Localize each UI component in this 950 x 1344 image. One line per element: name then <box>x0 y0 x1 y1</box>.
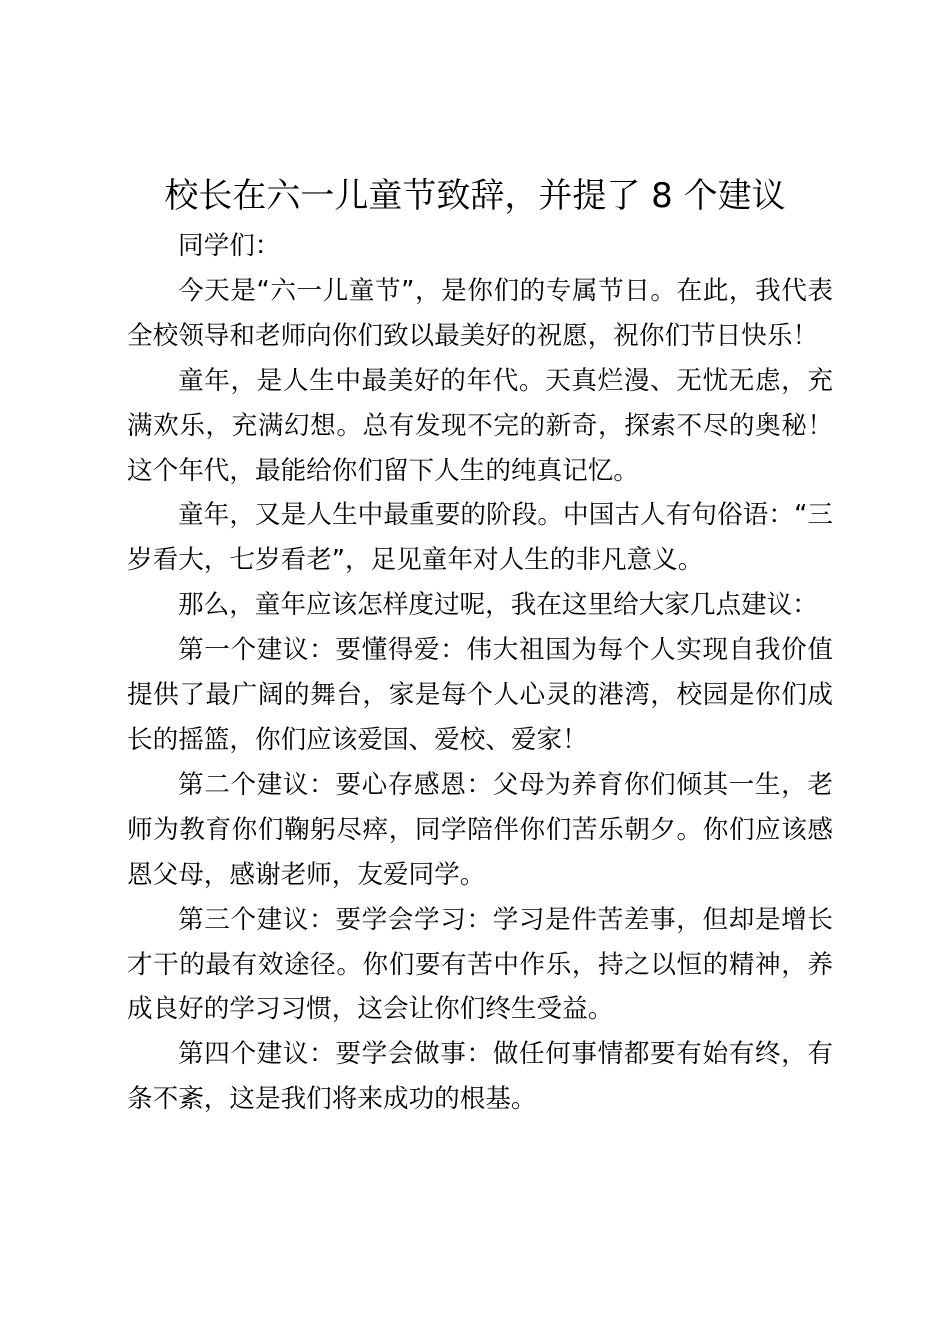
paragraph-suggestion-1: 第一个建议：要懂得爱：伟大祖国为每个人实现自我价值提供了最广阔的舞台，家是每个人心灵的港湾，校园是你们成长的摇篮，你们应该爱国、爱校、爱家！ <box>127 635 833 755</box>
paragraph-childhood-importance: 童年，又是人生中最重要的阶段。中国古人有句俗语：“三岁看大，七岁看老”，足见童年对人生的非凡意义。 <box>127 500 833 576</box>
paragraph-suggestion-4: 第四个建议：要学会做事：做任何事情都要有始有终，有条不紊，这是我们将来成功的根基。 <box>127 1039 833 1115</box>
paragraph-suggestion-3: 第三个建议：要学会学习：学习是件苦差事，但却是增长才干的最有效途径。你们要有苦中作乐，持之以恒的精神，养成良好的学习习惯，这会让你们终生受益。 <box>127 904 833 1025</box>
document-title: 校长在六一儿童节致辞，并提了 8 个建议 <box>164 176 786 216</box>
paragraph-suggestion-2: 第二个建议：要心存感恩：父母为养育你们倾其一生，老师为教育你们鞠躬尽瘁，同学陪伴你们苦乐朝夕。你们应该感恩父母，感谢老师，友爱同学。 <box>127 769 833 890</box>
paragraph-childhood-beauty: 童年，是人生中最美好的年代。天真烂漫、无忧无虑，充满欢乐，充满幻想。总有发现不完的新奇，探索不尽的奥秘！这个年代，最能给你们留下人生的纯真记忆。 <box>127 365 833 486</box>
document-body <box>127 224 833 1122</box>
paragraph-opening: 今天是“六一儿童节”，是你们的专属节日。在此，我代表全校领导和老师向你们致以最美好的祝愿，祝你们节日快乐！ <box>127 275 833 351</box>
paragraph-greeting: 同学们： <box>178 231 281 261</box>
paragraph-transition: 那么，童年应该怎样度过呢，我在这里给大家几点建议： <box>178 590 818 621</box>
